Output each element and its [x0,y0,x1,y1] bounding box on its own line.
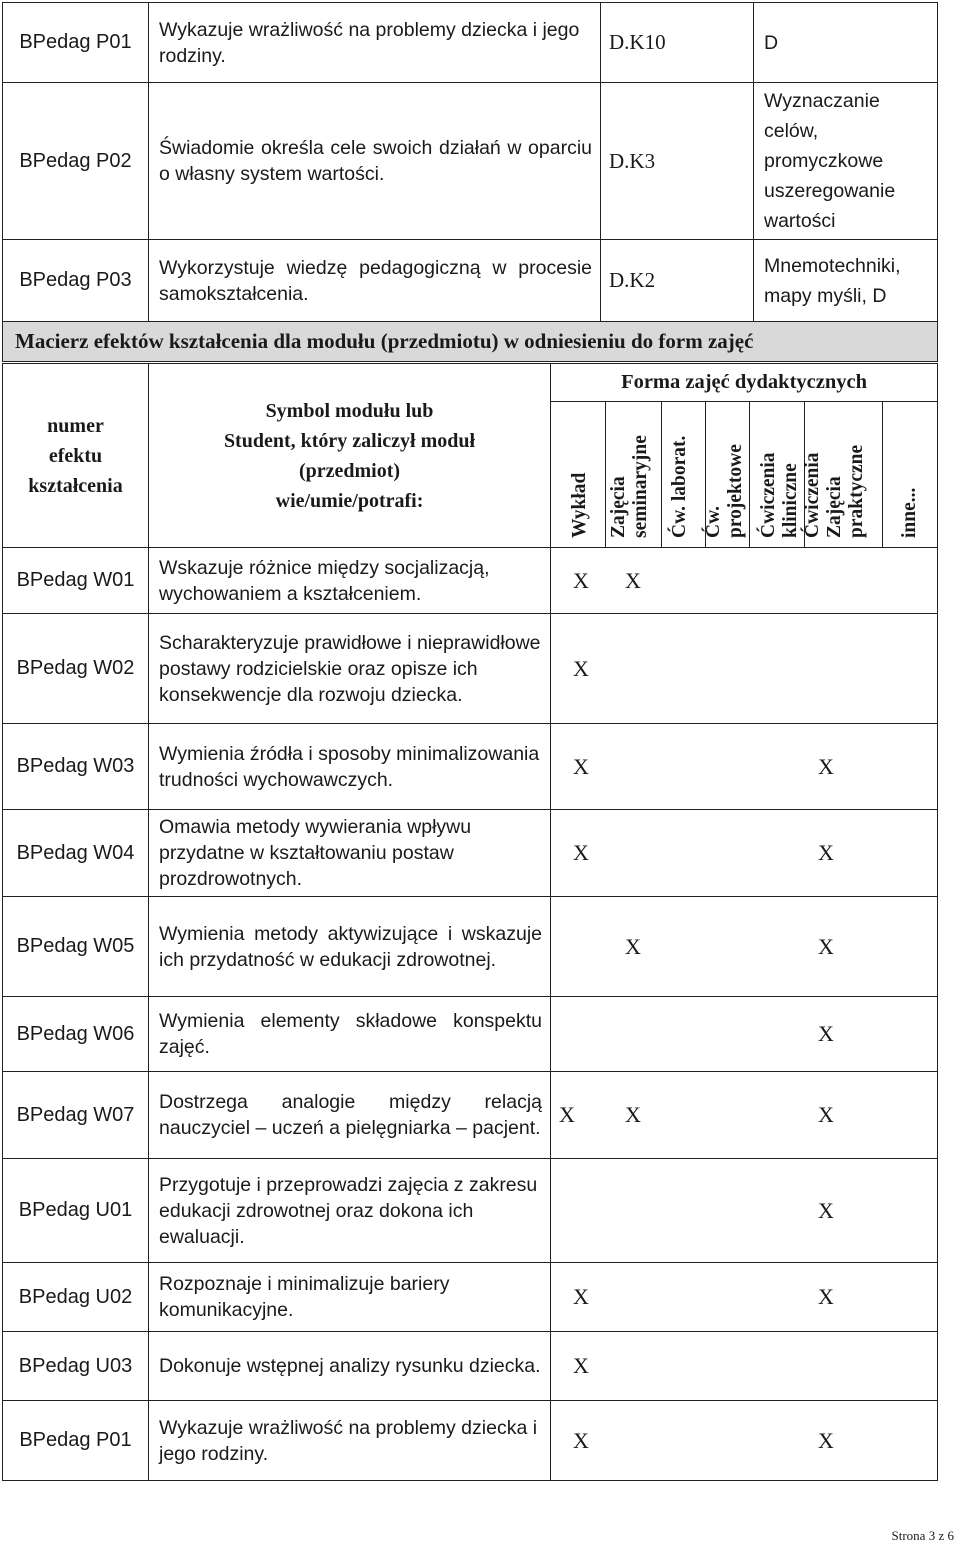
effect-code: BPedag U02 [3,1263,149,1332]
method-text: Mnemotechniki, mapy myśli, D [754,240,938,322]
effect-description: Dokonuje wstępnej analizy rysunku dziecka. [149,1332,551,1401]
reference-code: D.K3 [601,83,754,240]
header-line: (przedmiot) [298,459,401,482]
marks-cell [551,1332,938,1401]
effect-code: BPedag U03 [3,1332,149,1401]
form-mark: X [559,1102,575,1127]
header-line: Student, który zaliczył moduł [223,429,476,452]
header-effect-number [3,364,149,548]
effect-code: BPedag P01 [3,3,149,83]
effect-code: BPedag P01 [3,1401,149,1481]
header-line: efektu [48,444,103,467]
matrix-row [3,1401,938,1481]
effect-description: Scharakteryzuje prawidłowe i nieprawidłowe postawy rodzicielskie oraz opisze ich konsekwencje dla rozwoju dziecka. [149,614,551,724]
matrix-title-row [3,322,938,362]
marks-cell [551,1401,938,1481]
matrix-row [3,897,938,997]
effect-description: Wymienia metody aktywizujące i wskazuje ich przydatność w edukacji zdrowotnej. [149,897,551,997]
effect-description: Rozpoznaje i minimalizuje bariery komunikacyjne. [149,1263,551,1332]
form-mark: X [818,933,834,959]
page-total: 6 [947,1528,954,1543]
form-mark: X [818,840,834,865]
form-mark: X [573,655,589,681]
form-mark: X [818,1427,834,1453]
effect-description: Wymienia elementy składowe konspektu zajęć. [149,997,551,1072]
effect-code: BPedag W01 [3,548,149,614]
form-mark: X [818,1197,834,1223]
top-row [3,83,938,240]
header-line: kształcenia [28,474,123,497]
marks-cell [551,997,938,1072]
header-forma-zajec: Forma zajęć dydaktycznych [551,364,938,402]
effect-description: Świadomie określa cele swoich działań w oparciu o własny system wartości. [149,83,601,240]
effect-code: BPedag P02 [3,83,149,240]
matrix-row [3,1263,938,1332]
marks-cell [551,724,938,810]
header-line: wie/umie/potrafi: [275,489,424,512]
effect-description: Omawia metody wywierania wpływu przydatne w kształtowaniu postaw prozdrowotnych. [149,810,551,897]
marks-cell [551,810,938,897]
reference-code: D.K10 [601,3,754,83]
form-mark: X [573,1284,589,1309]
effect-description: Wykorzystuje wiedzę pedagogiczną w procesie samokształcenia. [149,240,601,322]
matrix-row [3,997,938,1072]
effect-code: BPedag W05 [3,897,149,997]
form-mark: X [573,840,589,865]
form-mark: X [573,567,589,593]
page-number [892,1528,954,1544]
effect-code: BPedag W02 [3,614,149,724]
form-mark: X [818,1284,834,1309]
effect-description: Wskazuje różnice między socjalizacją, wychowaniem a kształceniem. [149,548,551,614]
form-header-label: Ćw. laborat. [669,435,690,538]
form-header-label: Zajęcia [608,476,629,538]
form-header-label: projektowe [725,444,746,538]
page-separator: z [938,1528,945,1543]
form-header-label: Ćwiczenia [758,452,779,538]
form-header-label: kliniczne [780,463,801,538]
form-mark: X [573,1353,589,1378]
effect-description: Dostrzega analogie między relacją nauczyciel – uczeń a pielęgniarka – pacjent. [149,1072,551,1159]
effect-code: BPedag W06 [3,997,149,1072]
matrix-row [3,724,938,810]
method-text: D [754,3,938,83]
form-header-label: inne... [899,487,920,538]
header-line: Symbol modułu lub [265,399,434,422]
page-current: 3 [928,1528,936,1543]
page-prefix: Strona [891,1528,926,1543]
form-mark: X [573,753,589,779]
top-row [3,3,938,83]
effect-description: Wykazuje wrażliwość na problemy dziecka i jego rodziny. [149,3,601,83]
method-text: Wyznaczanie celów, promyczkowe uszeregowanie wartości [754,83,938,240]
top-row [3,240,938,322]
form-mark: X [625,933,641,959]
form-mark: X [818,1102,834,1127]
form-header-label: Wykład [569,472,590,538]
header-symbol [149,364,551,548]
matrix-row [3,810,938,897]
matrix-row [3,548,938,614]
marks-cell [551,1263,938,1332]
marks-cell [551,614,938,724]
effect-description: Wymienia źródła i sposoby minimalizowania trudności wychowawczych. [149,724,551,810]
marks-cell [551,548,938,614]
matrix-row [3,1072,938,1159]
top-table [2,2,938,362]
form-header-label: Ćwiczenia [802,452,823,538]
effect-code: BPedag W04 [3,810,149,897]
marks-cell [551,1072,938,1159]
form-header-label: Ćw. [703,506,724,538]
matrix-row [3,1332,938,1401]
form-mark: X [818,1021,834,1046]
marks-cell [551,1159,938,1263]
marks-cell [551,897,938,997]
effect-code: BPedag W07 [3,1072,149,1159]
form-header-label: seminaryjne [630,435,651,538]
header-row-forma [3,364,938,402]
form-header-label: praktyczne [846,444,867,538]
form-mark: X [625,567,641,593]
matrix-row [3,1159,938,1263]
matrix-row [3,614,938,724]
effect-description: Wykazuje wrażliwość na problemy dziecka i jego rodziny. [149,1401,551,1481]
form-mark: X [625,1102,641,1127]
form-mark: X [573,1427,589,1453]
effect-code: BPedag W03 [3,724,149,810]
header-line: numer [47,414,104,437]
matrix-title: Macierz efektów kształcenia dla modułu (przedmiotu) w odniesieniu do form zajęć [3,322,938,362]
reference-code: D.K2 [601,240,754,322]
effect-code: BPedag P03 [3,240,149,322]
effect-description: Przygotuje i przeprowadzi zajęcia z zakresu edukacji zdrowotnej oraz dokona ich ewaluacji. [149,1159,551,1263]
effect-code: BPedag U01 [3,1159,149,1263]
form-mark: X [818,753,834,779]
form-header-label: Zajęcia [824,476,845,538]
